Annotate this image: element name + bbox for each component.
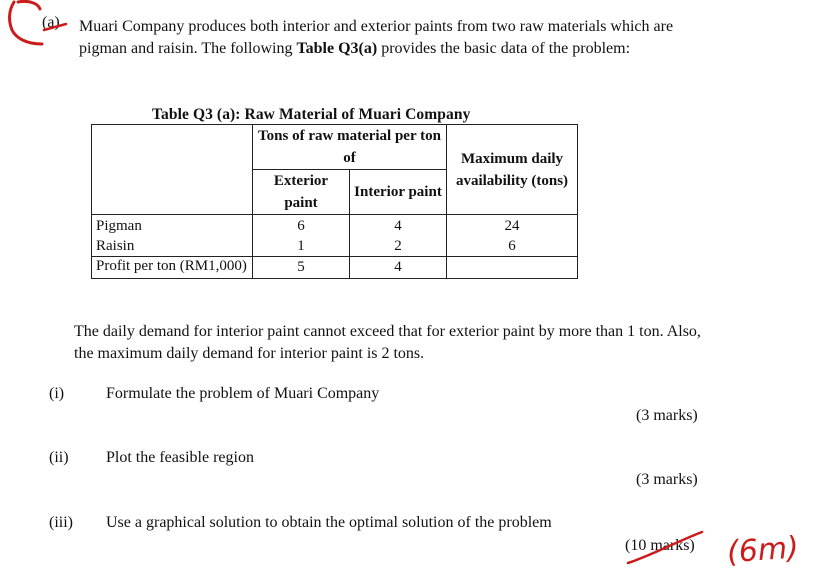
profit-exterior: 5 <box>253 257 350 279</box>
profit-label: Profit per ton (RM1,000) <box>92 257 253 279</box>
ink-strike-label <box>44 24 66 30</box>
question-label: (a) <box>42 14 60 31</box>
handwritten-note: (6m) <box>725 530 800 571</box>
subq-3-number: (iii) <box>49 514 73 531</box>
raisin-exterior: 1 <box>297 237 305 254</box>
subq-1-marks: (3 marks) <box>636 407 698 424</box>
demand-paragraph: The daily demand for interior paint cannot exceed that for exterior paint by more than 1 ton. Also, the maximum daily demand for interior paint is 2 tons. <box>74 323 701 362</box>
pigman-exterior: 6 <box>297 217 305 234</box>
subq-1-number: (i) <box>49 385 65 402</box>
subq-3-marks: (10 marks) <box>625 537 695 554</box>
ink-strike-marks <box>628 532 702 563</box>
pigman-max: 24 <box>504 217 520 234</box>
profit-interior: 4 <box>350 257 447 279</box>
table-header-max: Maximum daily availability (tons) <box>447 125 578 215</box>
intro-table-ref: Table Q3(a) <box>296 40 378 57</box>
subq-3-text: Use a graphical solution to obtain the optimal solution of the problem <box>106 514 552 531</box>
row-name-pigman: Pigman <box>96 218 142 234</box>
table-header-interior: Interior paint <box>350 170 447 215</box>
intro-text-2: provides the basic data of the problem: <box>377 40 631 57</box>
row-name-raisin: Raisin <box>96 238 135 254</box>
raisin-max: 6 <box>508 237 516 254</box>
subq-2-marks: (3 marks) <box>636 471 698 488</box>
table-header-group: Tons of raw material per ton of <box>253 125 447 170</box>
pigman-interior: 4 <box>394 217 402 234</box>
intro-text-1: Muari Company produces both interior and exterior paints from two raw materials which are pigman and raisin. The following <box>79 18 674 57</box>
subq-2-number: (ii) <box>49 449 69 466</box>
subq-2-text: Plot the feasible region <box>106 449 254 466</box>
table-caption: Table Q3 (a): Raw Material of Muari Company <box>152 106 471 123</box>
ink-bracket-mark <box>10 1 42 44</box>
table-header-exterior: Exterior paint <box>253 170 350 215</box>
subq-1-text: Formulate the problem of Muari Company <box>106 385 380 402</box>
raisin-interior: 2 <box>394 237 402 254</box>
